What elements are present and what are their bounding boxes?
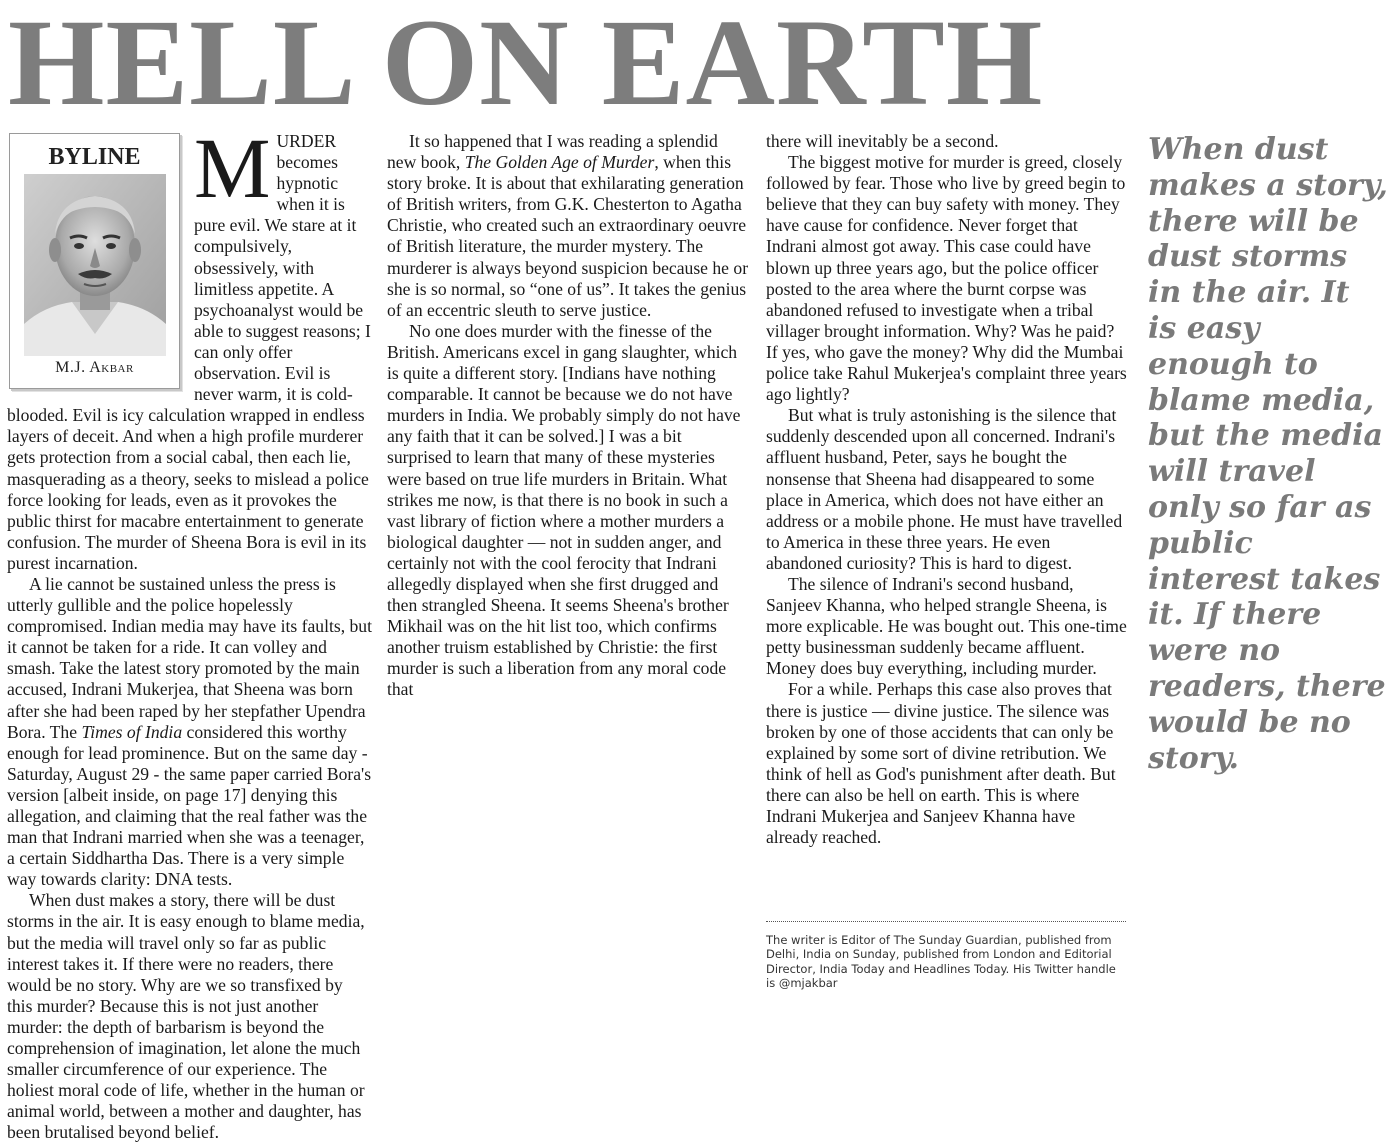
- paragraph-1-text: becomes hypnotic when it is pure evil. We stare at it compulsively, obsessively, with limitless appetite. A psychoanalyst would be able to suggest reasons; I can only offer observation. Evil is never warm, it is cold-blooded. Evil is icy calculation wrapped in endless layers of deceit. And when a high profile murderer gets protection from a social cabal, then each lie, masquerading as a theory, seeks to mislead a police force looking for leads, even as it provokes the public thirst for macabre entertainment to generate confusion. The murder of Sheena Bora is evil in its purest incarnation.: [7, 152, 371, 573]
- article-paragraph-2: [7, 574, 372, 890]
- headline: HELL ON EARTH: [8, 0, 1044, 131]
- author-note: The writer is Editor of The Sunday Guardian, published from Delhi, India on Sunday, published from London and Editorial Director, India Today and Headlines Today. His Twitter handle is @mjakbar: [766, 933, 1116, 990]
- paragraph-2-text: A lie cannot be sustained unless the press is utterly gullible and the police hopelessly compromised. Indian media may have its faults, but it cannot be taken for a ride. It can volley and smash. Take the latest story promoted by the main accused, Indrani Mukerjea, that Sheena was born after she had been raped by her stepfather Upendra Bora. The: [7, 573, 372, 742]
- article-column-2: [387, 131, 749, 998]
- author-name: M.J. Akbar: [55, 359, 134, 376]
- pull-quote: When dust makes a story, there will be dust storms in the air. It is easy enough to blame media, but the media will travel only so far as public interest takes it. If there were no readers, there would be no story.: [1148, 132, 1388, 776]
- paragraph-2-italic: Times of India: [81, 721, 183, 742]
- article-paragraph-8: The silence of Indrani's second husband, Sanjeev Khanna, who helped strangle Sheena, is more explicable. He was bought out. This one-time petty businessman suddenly became affluent. Money does buy everything, including murder.: [766, 573, 1127, 679]
- article-paragraph-5: No one does murder with the finesse of the British. Americans excel in gang slaughter, which is quite a different story. [Indians have nothing comparable. It cannot be because we do not have murders in India. We probably simply do not have any faith that it can be solved.] I was a bit surprised to learn that many of these mysteries were based on true life murders in Britain. What strikes me now, is that there is no book in such a vast library of fiction where a mother murders a biological daughter — not in sudden anger, and certainly not with the cool ferocity that Indrani allegedly displayed when she first drugged and then strangled Sheena. It seems Sheena's brother Mikhail was on the hit list too, which confirms another truism established by Christie: the first murder is such a liberation from any moral code that: [387, 320, 741, 700]
- drop-cap: M: [194, 120, 271, 216]
- article-paragraph-9: For a while. Perhaps this case also proves that there is justice — divine justice. The silence was broken by one of those accidents that can only be explained by some sort of divine retribution. We think of hell as God's punishment after death. But there can also be hell on earth. This is where Indrani Mukerjea and Sanjeev Khanna have already reached.: [766, 679, 1116, 848]
- article-paragraph-3: When dust makes a story, there will be dust storms in the air. It is easy enough to blame media, but the media will travel only so far as public interest takes it. If there were no readers, there would be no story. Why are we so transfixed by this murder? Because this is not just another murder: the depth of barbarism is beyond the comprehension of imagination, let alone the much smaller circumference of our experience. The holiest moral code of life, whether in the human or animal world, between a mother and daughter, has been brutalised beyond belief.: [7, 890, 365, 1143]
- article-paragraph-4: [387, 131, 749, 321]
- footer-divider: [766, 921, 1126, 922]
- byline-box: [9, 133, 180, 389]
- lead-smallcaps: URDER: [276, 131, 337, 151]
- author-photo: [24, 174, 166, 356]
- article-paragraph-6: The biggest motive for murder is greed, closely followed by fear. Those who live by greed begin to believe that they can buy safety with money. They have cause for confidence. Never forget that Indrani almost got away. This case could have blown up three years ago, but the police officer posted to the area where the burnt corpse was abandoned refused to investigate when a tribal villager brought information. Why? Was he paid? If yes, who gave the money? Why did the Mumbai police take Rahul Mukerjea's complaint three years ago lightly?: [766, 152, 1127, 405]
- article-paragraph-7: But what is truly astonishing is the silence that suddenly descended upon all concerned. Indrani's affluent husband, Peter, says he bought the nonsense that Sheena had disappeared to some place in America, which does not have either an address or a mobile phone. He must have travelled to America in these three years. He even abandoned curiosity? This is hard to digest.: [766, 405, 1123, 573]
- paragraph-4-italic: The Golden Age of Murder: [464, 152, 655, 173]
- article-paragraph-5-continued: there will inevitably be a second.: [766, 131, 999, 151]
- byline-label: BYLINE: [48, 144, 141, 170]
- paragraph-4-rest: , when this story broke. It is about that exhilarating generation of British writers, from G.K. Chesterton to Agatha Christie, who created such an extraordinary oeuvre of British literature, the murder mystery. The murderer is always beyond suspicion because he or she is so normal, so “one of us”. It takes the genius of an eccentric sleuth to serve justice.: [387, 152, 749, 320]
- article-column-3: [766, 131, 1129, 921]
- article-column-1: [7, 120, 372, 1143]
- paragraph-4-text: It so happened that I was reading a splendid new book,: [387, 131, 718, 173]
- paragraph-2-rest: considered this worthy enough for lead prominence. But on the same day - Saturday, August 29 - the same paper carried Bora's version [albeit inside, on page 17] denying this allegation, and claiming that the real father was the man that Indrani married when she was a teenager, a certain Siddhartha Das. There is a very simple way towards clarity: DNA tests.: [7, 721, 372, 890]
